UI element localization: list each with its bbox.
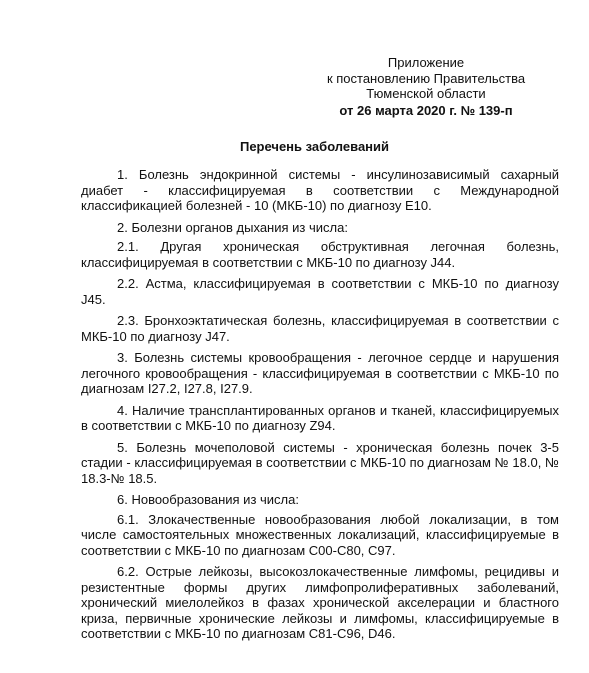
list-item: 2.2. Астма, классифицируемая в соответствии с МКБ-10 по диагнозу J45. (81, 276, 559, 307)
list-item: 6. Новообразования из числа: (117, 492, 299, 507)
list-item: 2. Болезни органов дыхания из числа: (117, 219, 348, 235)
document-title: Перечень заболеваний (239, 139, 390, 154)
list-item: 6.1. Злокачественные новообразования любой локализации, в том числе самостоятельных множественных локализаций, классифицируемые в соответствии с МКБ-10 по диагнозам С00-С80, С97. (81, 511, 559, 558)
list-item: 6.2. Острые лейкозы, высокозлокачественные лимфомы, рецидивы и резистентные формы других лимфопролиферативных заболеваний, хронический миелолейкоз в фазах хронической акселерации и бластного криза, первичные хронические лейкозы и лимфомы, классифицируемые в соответствии с МКБ-10 по диагнозам С81-С96, D46. (81, 564, 559, 641)
region-name: Тюменской области (366, 86, 486, 101)
appendix-header (316, 55, 536, 118)
list-item: 3. Болезнь системы кровообращения - легочное сердце и нарушения легочного кровообращения - классифицируемая в соответствии с МКБ-10 по диагнозам I27.2, I27.8, I27.9. (81, 350, 559, 396)
resolution-reference: к постановлению Правительства (326, 70, 526, 86)
list-item: 1. Болезнь эндокринной системы - инсулинозависимый сахарный диабет - классифицируемая в соответствии с Международной классификацией болезней - 10 (МКБ-10) по диагнозу Е10. (81, 167, 559, 213)
resolution-date-number: от 26 марта 2020 г. № 139-п (339, 102, 513, 118)
list-item: 4. Наличие трансплантированных органов и тканей, классифицируемых в соответствии с МКБ-10 по диагнозу Z94. (81, 402, 559, 433)
list-item: 5. Болезнь мочеполовой системы - хроническая болезнь почек 3-5 стадии - классифицируемая в соответствии с МКБ-10 по диагнозам № 18.0, № 18.3-№ 18.5. (81, 439, 559, 486)
list-item: 2.1. Другая хроническая обструктивная легочная болезнь, классифицируемая в соответствии с МКБ-10 по диагнозу J44. (81, 239, 559, 270)
disease-list (81, 167, 559, 648)
list-item: 2.3. Бронхоэктатическая болезнь, классифицируемая в соответствии с МКБ-10 по диагнозу J47. (81, 313, 559, 344)
appendix-label: Приложение (387, 55, 465, 70)
